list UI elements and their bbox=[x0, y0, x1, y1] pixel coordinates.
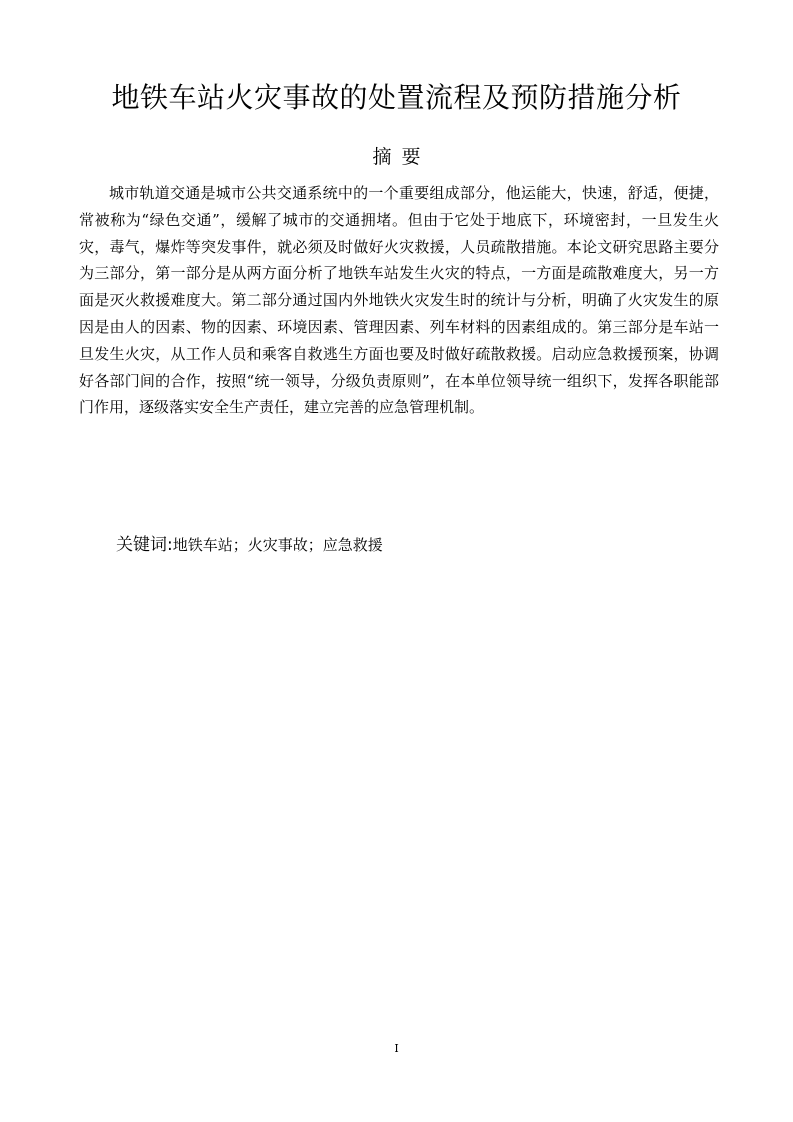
page-number: I bbox=[394, 1042, 399, 1055]
abstract-paragraph: 城市轨道交通是城市公共交通系统中的一个重要组成部分，他运能大，快速，舒适，便捷，常被称为“绿色交通”，缓解了城市的交通拥堵。但由于它处于地底下，环境密封，一旦发生火灾，毒气，爆炸等突发事件，就必须及时做好火灾救援，人员疏散措施。本论文研究思路主要分为三部分，第一部分是从两方面分析了地铁车站发生火灾的特点，一方面是疏散难度大，另一方面是灭火救援难度大。第二部分通过国内外地铁火灾发生时的统计与分析，明确了火灾发生的原因是由人的因素、物的因素、环境因素、管理因素、列车材料的因素组成的。第三部分是车站一旦发生火灾，从工作人员和乘客自救逃生方面也要及时做好疏散救援。启动应急救援预案，协调好各部门间的合作，按照“统一领导，分级负责原则”，在本单位领导统一组织下，发挥各职能部门作用，逐级落实安全生产责任，建立完善的应急管理机制。 bbox=[79, 184, 719, 417]
keywords-value: 地铁车站；火灾事故；应急救援 bbox=[172, 536, 383, 554]
abstract-heading: 摘要 bbox=[372, 146, 431, 168]
keywords-line bbox=[116, 530, 383, 555]
document-title: 地铁车站火灾事故的处置流程及预防措施分析 bbox=[111, 81, 682, 114]
keywords-label: 关键词: bbox=[116, 535, 173, 555]
